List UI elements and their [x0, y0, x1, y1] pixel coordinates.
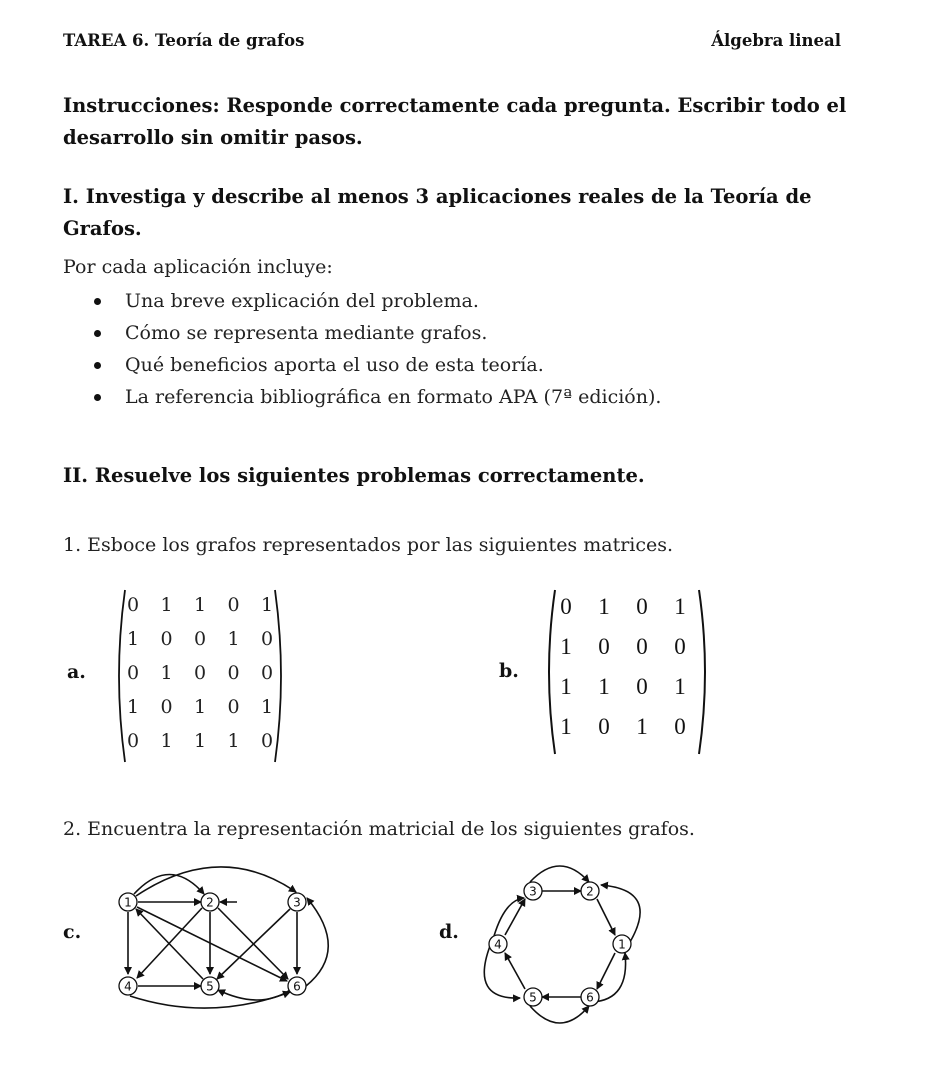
edge: [505, 899, 525, 935]
matrix-cell: 0: [260, 730, 274, 752]
section1-intro: Por cada aplicación incluye:: [63, 256, 333, 278]
bullet-dot-icon: [94, 394, 101, 401]
matrix-cell: 0: [227, 662, 240, 684]
matrix-a-label: a.: [67, 661, 86, 683]
bullet-dot-icon: [94, 330, 101, 337]
matrix-b-label: b.: [499, 660, 519, 682]
edge: [597, 899, 615, 935]
graph-node-label: 1: [124, 895, 132, 910]
bullet-item: Cómo se representa mediante grafos.: [125, 317, 661, 349]
matrix-cell: 1: [260, 594, 274, 616]
edge: [306, 898, 328, 986]
edge: [217, 909, 290, 979]
matrix-cell: 0: [674, 634, 686, 659]
matrix-cell: 0: [674, 714, 686, 739]
instructions-line2: desarrollo sin omitir pasos.: [63, 126, 363, 150]
matrix-cell: 1: [193, 730, 207, 752]
matrix-cell: 1: [560, 634, 572, 659]
matrix-cell: 0: [598, 634, 610, 659]
matrix-cell: 0: [227, 696, 240, 718]
section1-bullets: [125, 285, 661, 413]
matrix-cell: 1: [636, 714, 648, 739]
graph-node-label: 1: [618, 937, 626, 952]
graph-node-label: 2: [206, 895, 214, 910]
graph-d: [470, 850, 650, 1030]
matrix-cell: 0: [160, 696, 173, 718]
graph-d-label: d.: [439, 921, 459, 943]
matrix-cell: 1: [560, 714, 572, 739]
graph-c-label: c.: [63, 921, 82, 943]
question1: 1. Esboce los grafos representados por las siguientes matrices.: [63, 534, 674, 556]
matrix-cell: 1: [598, 674, 610, 699]
edge: [137, 907, 287, 981]
matrix-cell: 1: [674, 594, 686, 619]
matrix-cell: 0: [193, 628, 207, 650]
graph-node-label: 5: [206, 979, 214, 994]
edge: [530, 1006, 589, 1023]
matrix-cell: 1: [598, 594, 610, 619]
matrix-cell: 0: [636, 594, 648, 619]
bullet-item: La referencia bibliográfica en formato APA (7ª edición).: [125, 381, 661, 413]
matrix-cell: 0: [598, 714, 610, 739]
edge: [136, 867, 296, 896]
section1-title-line1: I. Investiga y describe al menos 3 aplicaciones reales de la Teoría de: [63, 185, 812, 208]
section1-title-line2: Grafos.: [63, 217, 142, 241]
edge: [597, 953, 615, 989]
matrix-cell: 1: [193, 696, 207, 718]
matrix-cell: 1: [160, 730, 173, 752]
header-right: Álgebra lineal: [711, 31, 841, 50]
matrix-cell: 0: [560, 594, 572, 619]
matrix-cell: 0: [126, 730, 140, 752]
matrix-cell: 0: [260, 662, 274, 684]
matrix-cell: 1: [126, 696, 140, 718]
matrix-cell: 1: [160, 662, 173, 684]
graph-node-label: 6: [293, 979, 301, 994]
edge: [530, 866, 589, 882]
matrix-cell: 0: [227, 594, 240, 616]
matrix-cell: 0: [193, 662, 207, 684]
matrix-cell: 0: [126, 594, 140, 616]
question2: 2. Encuentra la representación matricial de los siguientes grafos.: [63, 818, 695, 840]
graph-node-label: 4: [494, 937, 502, 952]
bullet-item: Qué beneficios aporta el uso de esta teoría.: [125, 349, 661, 381]
header-left: TAREA 6. Teoría de grafos: [63, 31, 305, 50]
matrix-cell: 0: [636, 674, 648, 699]
matrix-cell: 0: [126, 662, 140, 684]
edge: [484, 946, 520, 998]
matrix-cell: 1: [260, 696, 274, 718]
instructions: [63, 90, 846, 154]
matrix-cell: 0: [160, 628, 173, 650]
graph-node-label: 2: [586, 884, 594, 899]
section1-title: [63, 181, 812, 245]
matrix-cell: 0: [636, 634, 648, 659]
graph-node-label: 3: [529, 884, 537, 899]
matrix-b: [542, 588, 712, 756]
matrix-a: [112, 588, 288, 764]
edge: [505, 953, 525, 989]
section2-title: II. Resuelve los siguientes problemas correctamente.: [63, 464, 645, 487]
graph-node-label: 3: [293, 895, 301, 910]
bullet-dot-icon: [94, 298, 101, 305]
matrix-cell: 1: [126, 628, 140, 650]
graph-node-label: 5: [529, 990, 537, 1005]
matrix-cell: 1: [227, 730, 240, 752]
graph-c: [100, 850, 340, 1020]
matrix-cell: 1: [674, 674, 686, 699]
edge: [494, 898, 524, 936]
matrix-cell: 0: [260, 628, 274, 650]
matrix-cell: 1: [227, 628, 240, 650]
graph-node-label: 4: [124, 979, 132, 994]
bullet-dot-icon: [94, 362, 101, 369]
matrix-cell: 1: [560, 674, 572, 699]
matrix-cell: 1: [160, 594, 173, 616]
edge: [601, 885, 640, 942]
bullet-item: Una breve explicación del problema.: [125, 285, 661, 317]
graph-node-label: 6: [586, 990, 594, 1005]
instructions-line1: Instrucciones: Responde correctamente cada pregunta. Escribir todo el: [63, 94, 847, 117]
matrix-cell: 1: [193, 594, 207, 616]
